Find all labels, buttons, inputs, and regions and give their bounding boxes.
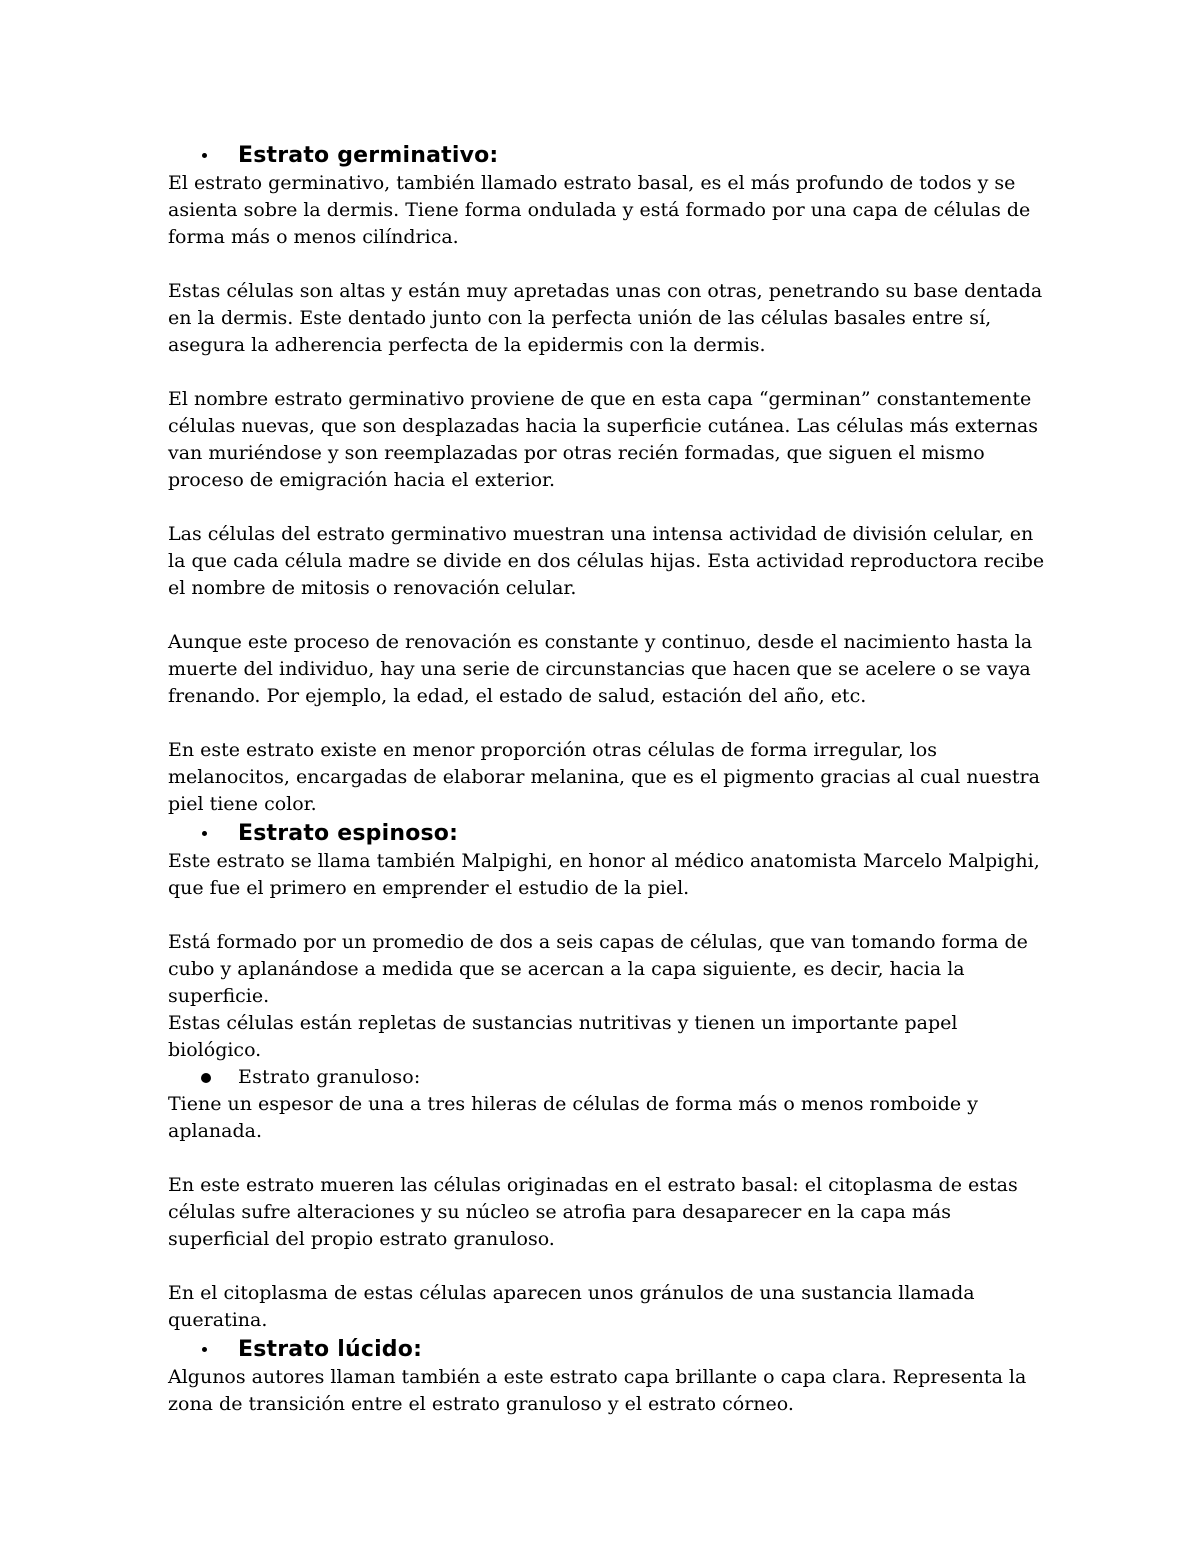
- paragraph: En este estrato mueren las células originadas en el estrato basal: el citoplasma de estas células sufre alteraciones y su núcleo se atrofia para desaparecer en la capa más superficial del propio estrato granuloso.: [168, 1174, 1018, 1250]
- paragraph: El estrato germinativo, también llamado estrato basal, es el más profundo de todos y se asienta sobre la dermis. Tiene forma ondulada y está formado por una capa de células de forma más o menos cilíndrica.: [168, 172, 1031, 248]
- paragraph: Las células del estrato germinativo muestran una intensa actividad de división celular, en la que cada célula madre se divide en dos células hijas. Esta actividad reproductora recibe el nombre de mitosis o renovación celular.: [168, 523, 1045, 599]
- bullet-icon: [198, 1347, 238, 1352]
- section-heading-lucido: [198, 1334, 1048, 1364]
- heading-text: Estrato germinativo:: [238, 142, 499, 168]
- paragraph: En el citoplasma de estas células aparecen unos gránulos de una sustancia llamada queratina.: [168, 1282, 975, 1331]
- paragraph: Algunos autores llaman también a este estrato capa brillante o capa clara. Representa la zona de transición entre el estrato granuloso y el estrato córneo.: [168, 1366, 1027, 1415]
- paragraph: Estas células son altas y están muy apretadas unas con otras, penetrando su base dentada en la dermis. Este dentado junto con la perfecta unión de las células basales entre sí, asegura la adherencia perfecta de la epidermis con la dermis.: [168, 280, 1043, 356]
- paragraph: Aunque este proceso de renovación es constante y continuo, desde el nacimiento hasta la muerte del individuo, hay una serie de circunstancias que hacen que se acelere o se vaya frenando. Por ejemplo, la edad, el estado de salud, estación del año, etc.: [168, 631, 1033, 707]
- heading-text: Estrato espinoso:: [238, 820, 459, 846]
- paragraph: Tiene un espesor de una a tres hileras de células de forma más o menos romboide y aplanada.: [168, 1093, 978, 1142]
- heading-text: Estrato granuloso:: [238, 1066, 421, 1088]
- bullet-icon: [198, 831, 238, 836]
- paragraph: En este estrato existe en menor proporción otras células de forma irregular, los melanocitos, encargadas de elaborar melanina, que es el pigmento gracias al cual nuestra piel tiene color.: [168, 739, 1040, 815]
- document-page: [168, 140, 1048, 1418]
- paragraph: Estas células están repletas de sustancias nutritivas y tienen un importante papel biológico.: [168, 1012, 958, 1061]
- bullet-icon: [198, 153, 238, 158]
- bullet-icon: [198, 1073, 238, 1083]
- section-heading-germinativo: [198, 140, 1048, 170]
- section-heading-espinoso: [198, 818, 1048, 848]
- heading-text: Estrato lúcido:: [238, 1336, 423, 1362]
- section-heading-granuloso: [198, 1064, 1048, 1091]
- paragraph: El nombre estrato germinativo proviene de que en esta capa “germinan” constantemente células nuevas, que son desplazadas hacia la superficie cutánea. Las células más externas van muriéndose y son reemplazadas por otras recién formadas, que siguen el mismo proceso de emigración hacia el exterior.: [168, 388, 1038, 491]
- paragraph: Este estrato se llama también Malpighi, en honor al médico anatomista Marcelo Malpighi, que fue el primero en emprender el estudio de la piel.: [168, 850, 1040, 899]
- paragraph: Está formado por un promedio de dos a seis capas de células, que van tomando forma de cubo y aplanándose a medida que se acercan a la capa siguiente, es decir, hacia la superficie.: [168, 931, 1028, 1007]
